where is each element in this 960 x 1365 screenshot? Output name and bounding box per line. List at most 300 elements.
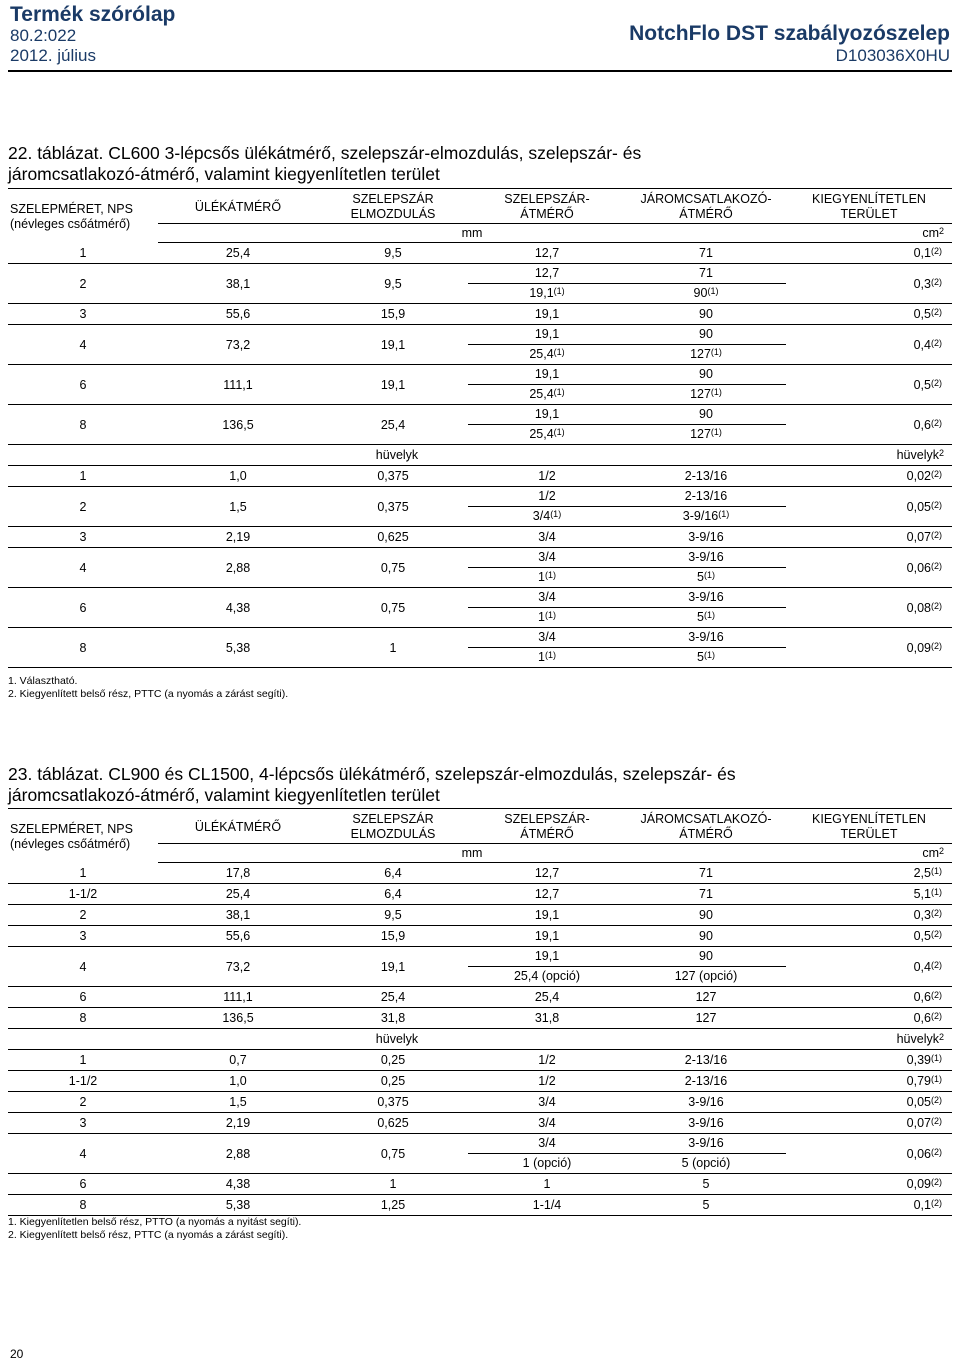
cell-valve-size: 1 — [8, 243, 158, 264]
table-row — [8, 947, 952, 967]
cell-unbalanced-area: 0,07$^{(2)}$ — [786, 1113, 952, 1134]
cell-port-diameter: 38,1 — [158, 905, 318, 926]
cell-stem-travel: 15,9 — [318, 304, 468, 325]
cell-valve-size: 1 — [8, 1050, 158, 1071]
cell-stem-travel: 0,375 — [318, 1092, 468, 1113]
cell-yoke-boss-diameter: 5 (opció) — [626, 1154, 786, 1174]
cell-stem-diameter: 25,4 — [468, 987, 626, 1008]
cell-stem-diameter: 1 — [468, 1174, 626, 1195]
table-row — [8, 863, 952, 884]
cell-valve-size: 4 — [8, 947, 158, 987]
footnote-ref: (1) — [710, 347, 722, 357]
cell-stem-diameter: 19,1 — [468, 304, 626, 325]
cell-port-diameter: 136,5 — [158, 405, 318, 445]
cell-stem-diameter: 3/4 — [468, 548, 626, 568]
table-row — [8, 548, 952, 568]
cell-unbalanced-area: 0,05$^{(2)}$ — [786, 1092, 952, 1113]
cell-stem-diameter: 1/2 — [468, 466, 626, 487]
cell-valve-size: 4 — [8, 1134, 158, 1174]
cell-unbalanced-area: 0,3$^{(2)}$ — [786, 264, 952, 304]
col-unbalanced-area-header-line2: TERÜLET — [840, 207, 898, 221]
cell-yoke-boss-diameter: 71 — [626, 863, 786, 884]
footnote-ref: (2) — [931, 377, 942, 388]
table-row — [8, 243, 952, 264]
cell-stem-travel: 1 — [318, 1174, 468, 1195]
col-stem-diameter-header-line1: SZELEPSZÁR- — [504, 192, 590, 206]
cell-stem-diameter: 12,7 — [468, 243, 626, 264]
col-valve-size-header — [8, 809, 158, 863]
footnote-ref: 2 — [938, 448, 944, 458]
cell-yoke-boss-diameter: 3-9/16 — [626, 1113, 786, 1134]
cell-stem-diameter: 1$^{(1)}$ — [468, 648, 626, 668]
cell-unbalanced-area: 0,5$^{(2)}$ — [786, 926, 952, 947]
cell-yoke-boss-diameter: 127 (opció) — [626, 967, 786, 987]
cell-port-diameter: 55,6 — [158, 926, 318, 947]
footnote-ref: (2) — [931, 1198, 942, 1208]
cell-yoke-boss-diameter: 90 — [626, 304, 786, 325]
cell-yoke-boss-diameter: 3-9/16$^{(1)}$ — [626, 507, 786, 527]
cell-stem-travel: 6,4 — [318, 863, 468, 884]
footnote-ref: (2) — [931, 246, 942, 256]
col-port-diameter-header: ÜLÉKÁTMÉRŐ — [158, 809, 318, 844]
cell-stem-diameter: 19,1 — [468, 325, 626, 345]
table-row — [8, 588, 952, 608]
footnote: 1. Kiegyenlítetlen belső rész, PTTO (a nyomás a nyitást segíti). — [8, 1216, 302, 1228]
cell-valve-size: 3 — [8, 1113, 158, 1134]
header-left — [10, 4, 175, 66]
col-stem-diameter-header-line1: SZELEPSZÁR- — [504, 812, 590, 826]
cell-stem-diameter: 1/2 — [468, 1050, 626, 1071]
page-number: 20 — [10, 1347, 24, 1361]
cell-yoke-boss-diameter: 5$^{(1)}$ — [626, 568, 786, 588]
col-stem-diameter-header-line2: ÁTMÉRŐ — [520, 827, 574, 841]
table-row — [8, 1195, 952, 1216]
cell-stem-diameter: 1 (opció) — [468, 1154, 626, 1174]
cell-unbalanced-area: 0,3$^{(2)}$ — [786, 905, 952, 926]
cell-stem-travel: 0,375 — [318, 466, 468, 487]
cell-stem-diameter: 19,1 — [468, 365, 626, 385]
table-row — [8, 527, 952, 548]
footnote-ref: (2) — [931, 499, 942, 510]
cell-unbalanced-area: 0,02$^{(2)}$ — [786, 466, 952, 487]
cell-port-diameter: 5,38 — [158, 1195, 318, 1216]
unit-inch2: hüvelyk$^2$ — [786, 445, 952, 466]
cell-yoke-boss-diameter: 2-13/16 — [626, 1050, 786, 1071]
cell-port-diameter: 111,1 — [158, 365, 318, 405]
col-valve-size-sublabel: (névleges csőátmérő) — [10, 836, 131, 851]
cell-stem-diameter: 19,1 — [468, 947, 626, 967]
cell-yoke-boss-diameter: 90$^{(1)}$ — [626, 284, 786, 304]
table23-caption-line1: 23. táblázat. CL900 és CL1500, 4-lépcsős ülékátmérő, szelepszár-elmozdulás, szelepszár- és — [8, 764, 736, 784]
footnote-ref: (2) — [931, 929, 942, 939]
cell-yoke-boss-diameter: 90 — [626, 905, 786, 926]
cell-stem-travel: 1,25 — [318, 1195, 468, 1216]
cell-valve-size: 4 — [8, 548, 158, 588]
col-yoke-boss-header — [626, 189, 786, 224]
cell-stem-diameter: 1/2 — [468, 487, 626, 507]
cell-unbalanced-area: 0,39$^{(1)}$ — [786, 1050, 952, 1071]
cell-stem-diameter: 12,7 — [468, 884, 626, 905]
cell-stem-diameter: 19,1 — [468, 926, 626, 947]
cell-valve-size: 8 — [8, 628, 158, 668]
cell-port-diameter: 4,38 — [158, 588, 318, 628]
table22-notes — [8, 675, 288, 701]
cell-yoke-boss-diameter: 3-9/16 — [626, 548, 786, 568]
cell-stem-diameter: 1-1/4 — [468, 1195, 626, 1216]
cell-yoke-boss-diameter: 90 — [626, 947, 786, 967]
cell-stem-travel: 19,1 — [318, 947, 468, 987]
cell-unbalanced-area: 5,1$^{(1)}$ — [786, 884, 952, 905]
cell-stem-diameter: 19,1$^{(1)}$ — [468, 284, 626, 304]
col-unbalanced-area-header — [786, 189, 952, 224]
cell-stem-travel: 0,625 — [318, 527, 468, 548]
footnote-ref: (1) — [707, 286, 719, 296]
cell-valve-size: 1 — [8, 863, 158, 884]
col-stem-travel-header-line1: SZELEPSZÁR — [352, 192, 434, 206]
footnote-ref: (1) — [710, 387, 722, 397]
footnote-ref: (2) — [931, 276, 942, 287]
cell-stem-travel: 1 — [318, 628, 468, 668]
cell-stem-diameter: 31,8 — [468, 1008, 626, 1029]
cell-valve-size: 3 — [8, 304, 158, 325]
table-row — [8, 1134, 952, 1154]
table22-caption-line2: járomcsatlakozó-átmérő, valamint kiegyenlítetlen terület — [8, 164, 440, 184]
cell-stem-travel: 0,75 — [318, 1134, 468, 1174]
footnote-ref: (1) — [931, 1053, 942, 1063]
cell-unbalanced-area: 0,6$^{(2)}$ — [786, 1008, 952, 1029]
cell-unbalanced-area: 0,1$^{(2)}$ — [786, 1195, 952, 1216]
col-port-diameter-header: ÜLÉKÁTMÉRŐ — [158, 189, 318, 224]
col-stem-diameter-header — [468, 189, 626, 224]
cell-stem-diameter: 3/4 — [468, 1092, 626, 1113]
cell-stem-diameter: 3/4 — [468, 628, 626, 648]
col-unbalanced-area-header-line1: KIEGYENLÍTETLEN — [812, 812, 926, 826]
cell-yoke-boss-diameter: 71 — [626, 264, 786, 284]
cell-stem-diameter: 25,4$^{(1)}$ — [468, 425, 626, 445]
table-row — [8, 905, 952, 926]
cell-port-diameter: 2,88 — [158, 1134, 318, 1174]
doc-number: 80.2:022 — [10, 26, 77, 45]
cell-valve-size: 2 — [8, 264, 158, 304]
cell-unbalanced-area: 0,6$^{(2)}$ — [786, 405, 952, 445]
cell-port-diameter: 2,19 — [158, 1113, 318, 1134]
cell-yoke-boss-diameter: 2-13/16 — [626, 466, 786, 487]
col-unbalanced-area-header-line2: TERÜLET — [840, 827, 898, 841]
cell-unbalanced-area: 0,09$^{(2)}$ — [786, 628, 952, 668]
footnote-ref: (2) — [931, 959, 942, 970]
cell-yoke-boss-diameter: 5 — [626, 1195, 786, 1216]
cell-stem-diameter: 25,4$^{(1)}$ — [468, 385, 626, 405]
cell-port-diameter: 136,5 — [158, 1008, 318, 1029]
cell-stem-diameter: 25,4 (opció) — [468, 967, 626, 987]
cell-stem-diameter: 3/4 — [468, 1113, 626, 1134]
table-row — [8, 987, 952, 1008]
footnote-ref: (2) — [931, 417, 942, 428]
cell-valve-size: 2 — [8, 1092, 158, 1113]
table-row — [8, 1174, 952, 1195]
cell-port-diameter: 0,7 — [158, 1050, 318, 1071]
cell-valve-size: 4 — [8, 325, 158, 365]
cell-stem-travel: 0,25 — [318, 1050, 468, 1071]
footnote-ref: (1) — [931, 866, 942, 876]
cell-port-diameter: 1,0 — [158, 1071, 318, 1092]
cell-unbalanced-area: 0,07$^{(2)}$ — [786, 527, 952, 548]
footnote-ref: (1) — [718, 509, 730, 519]
col-stem-travel-header — [318, 809, 468, 844]
cell-stem-diameter: 3/4$^{(1)}$ — [468, 507, 626, 527]
col-yoke-boss-header-line1: JÁROMCSATLAKOZÓ- — [640, 812, 772, 826]
cell-port-diameter: 38,1 — [158, 264, 318, 304]
table-row — [8, 304, 952, 325]
cell-stem-travel: 0,75 — [318, 548, 468, 588]
cell-port-diameter: 73,2 — [158, 947, 318, 987]
cell-valve-size: 2 — [8, 487, 158, 527]
cell-port-diameter: 73,2 — [158, 325, 318, 365]
table-row — [8, 264, 952, 284]
table-row — [8, 1113, 952, 1134]
table22-caption — [8, 143, 952, 185]
footnote-ref: (2) — [931, 1095, 942, 1105]
footnote: 2. Kiegyenlített belső rész, PTTC (a nyomás a zárást segíti). — [8, 1229, 289, 1241]
footnote-ref: (2) — [931, 908, 942, 918]
col-stem-travel-header — [318, 189, 468, 224]
cell-unbalanced-area: 0,5$^{(2)}$ — [786, 365, 952, 405]
unit-inch2: hüvelyk$^2$ — [786, 1029, 952, 1050]
table22-caption-line1: 22. táblázat. CL600 3-lépcsős ülékátmérő, szelepszár-elmozdulás, szelepszár- és — [8, 143, 642, 163]
cell-valve-size: 8 — [8, 1195, 158, 1216]
footnote-ref: (1) — [544, 570, 556, 580]
cell-port-diameter: 17,8 — [158, 863, 318, 884]
cell-unbalanced-area: 0,05$^{(2)}$ — [786, 487, 952, 527]
table-row — [8, 1071, 952, 1092]
table23-caption — [8, 764, 952, 806]
table22 — [8, 188, 952, 668]
cell-yoke-boss-diameter: 90 — [626, 405, 786, 425]
footnote-ref: (2) — [931, 307, 942, 317]
cell-stem-diameter: 1$^{(1)}$ — [468, 568, 626, 588]
footnote-ref: (2) — [931, 1116, 942, 1126]
doc-date: 2012. július — [10, 46, 97, 65]
cell-port-diameter: 111,1 — [158, 987, 318, 1008]
footnote-ref: (2) — [931, 990, 942, 1000]
table-row — [8, 365, 952, 385]
table-row — [8, 1092, 952, 1113]
col-yoke-boss-header-line2: ÁTMÉRŐ — [679, 207, 733, 221]
cell-port-diameter: 1,0 — [158, 466, 318, 487]
unit-inch: hüvelyk — [8, 1029, 786, 1050]
cell-port-diameter: 1,5 — [158, 1092, 318, 1113]
footnote-ref: (1) — [703, 570, 715, 580]
cell-stem-diameter: 12,7 — [468, 863, 626, 884]
col-yoke-boss-header — [626, 809, 786, 844]
col-valve-size-sublabel: (névleges csőátmérő) — [10, 216, 131, 231]
unit-inch: hüvelyk — [8, 445, 786, 466]
footnote-ref: (2) — [931, 640, 942, 651]
doc-type: Termék szórólap — [10, 3, 176, 26]
cell-yoke-boss-diameter: 90 — [626, 365, 786, 385]
cell-unbalanced-area: 0,4$^{(2)}$ — [786, 325, 952, 365]
cell-stem-travel: 0,75 — [318, 588, 468, 628]
footnote-ref: (1) — [544, 650, 556, 660]
cell-stem-diameter: 3/4 — [468, 527, 626, 548]
cell-stem-travel: 19,1 — [318, 325, 468, 365]
cell-valve-size: 6 — [8, 588, 158, 628]
col-unbalanced-area-header — [786, 809, 952, 844]
cell-stem-travel: 9,5 — [318, 264, 468, 304]
product-title: NotchFlo DST szabályozószelep — [629, 22, 950, 45]
cell-valve-size: 1-1/2 — [8, 1071, 158, 1092]
table-row — [8, 325, 952, 345]
cell-unbalanced-area: 0,06$^{(2)}$ — [786, 548, 952, 588]
cell-yoke-boss-diameter: 127$^{(1)}$ — [626, 385, 786, 405]
table-row — [8, 466, 952, 487]
footnote-ref: (1) — [553, 427, 565, 437]
cell-stem-travel: 0,25 — [318, 1071, 468, 1092]
cell-yoke-boss-diameter: 3-9/16 — [626, 628, 786, 648]
footnote-ref: 2 — [938, 1032, 944, 1042]
unit-mm: mm — [158, 224, 786, 243]
cell-unbalanced-area: 0,08$^{(2)}$ — [786, 588, 952, 628]
cell-yoke-boss-diameter: 3-9/16 — [626, 1134, 786, 1154]
cell-stem-diameter: 1$^{(1)}$ — [468, 608, 626, 628]
cell-stem-travel: 15,9 — [318, 926, 468, 947]
cell-port-diameter: 25,4 — [158, 243, 318, 264]
cell-stem-travel: 19,1 — [318, 365, 468, 405]
header-right — [629, 22, 950, 66]
footnote-ref: (1) — [703, 610, 715, 620]
table-row — [8, 926, 952, 947]
col-stem-diameter-header — [468, 809, 626, 844]
cell-stem-travel: 25,4 — [318, 405, 468, 445]
header-row — [8, 809, 952, 844]
cell-stem-diameter: 3/4 — [468, 588, 626, 608]
col-stem-diameter-header-line2: ÁTMÉRŐ — [520, 207, 574, 221]
header-divider — [8, 70, 952, 72]
cell-yoke-boss-diameter: 127 — [626, 1008, 786, 1029]
cell-yoke-boss-diameter: 3-9/16 — [626, 588, 786, 608]
cell-port-diameter: 1,5 — [158, 487, 318, 527]
cell-stem-diameter: 1/2 — [468, 1071, 626, 1092]
table-row — [8, 405, 952, 425]
col-stem-travel-header-line1: SZELEPSZÁR — [352, 812, 434, 826]
footnote-ref: (1) — [550, 509, 562, 519]
col-yoke-boss-header-line2: ÁTMÉRŐ — [679, 827, 733, 841]
cell-valve-size: 6 — [8, 365, 158, 405]
table-row — [8, 628, 952, 648]
table-row — [8, 1050, 952, 1071]
cell-yoke-boss-diameter: 127$^{(1)}$ — [626, 345, 786, 365]
cell-unbalanced-area: 0,79$^{(1)}$ — [786, 1071, 952, 1092]
unit-cm2: $cm^2$ — [786, 844, 952, 863]
cell-unbalanced-area: 0,5$^{(2)}$ — [786, 304, 952, 325]
cell-yoke-boss-diameter: 3-9/16 — [626, 527, 786, 548]
col-unbalanced-area-header-line1: KIEGYENLÍTETLEN — [812, 192, 926, 206]
header-row — [8, 189, 952, 224]
cell-valve-size: 6 — [8, 1174, 158, 1195]
cell-yoke-boss-diameter: 3-9/16 — [626, 1092, 786, 1113]
cell-port-diameter: 5,38 — [158, 628, 318, 668]
cell-stem-travel: 0,375 — [318, 487, 468, 527]
doc-code: D103036X0HU — [835, 46, 950, 65]
cell-valve-size: 8 — [8, 405, 158, 445]
cell-yoke-boss-diameter: 2-13/16 — [626, 487, 786, 507]
table-row — [8, 1008, 952, 1029]
col-stem-travel-header-line2: ELMOZDULÁS — [350, 207, 436, 221]
col-yoke-boss-header-line1: JÁROMCSATLAKOZÓ- — [640, 192, 772, 206]
cell-valve-size: 1 — [8, 466, 158, 487]
cell-yoke-boss-diameter: 2-13/16 — [626, 1071, 786, 1092]
footnote-ref: (2) — [931, 1177, 942, 1187]
table23-notes — [8, 1216, 301, 1242]
cell-stem-travel: 0,625 — [318, 1113, 468, 1134]
col-valve-size-label: SZELEPMÉRET, NPS — [10, 201, 133, 216]
col-valve-size-header — [8, 189, 158, 243]
unit-row-inch — [8, 445, 952, 466]
cell-valve-size: 3 — [8, 926, 158, 947]
table23-caption-line2: járomcsatlakozó-átmérő, valamint kiegyenlítetlen terület — [8, 785, 440, 805]
footnote-ref: (2) — [931, 530, 942, 540]
cell-yoke-boss-diameter: 5$^{(1)}$ — [626, 648, 786, 668]
col-valve-size-label: SZELEPMÉRET, NPS — [10, 821, 133, 836]
cell-stem-travel: 31,8 — [318, 1008, 468, 1029]
cell-valve-size: 6 — [8, 987, 158, 1008]
cell-unbalanced-area: 0,1$^{(2)}$ — [786, 243, 952, 264]
cell-stem-travel: 6,4 — [318, 884, 468, 905]
cell-stem-diameter: 3/4 — [468, 1134, 626, 1154]
cell-unbalanced-area: 0,06$^{(2)}$ — [786, 1134, 952, 1174]
footnote-ref: (2) — [931, 337, 942, 348]
cell-port-diameter: 2,19 — [158, 527, 318, 548]
cell-yoke-boss-diameter: 5 — [626, 1174, 786, 1195]
footnote: 1. Választható. — [8, 675, 78, 687]
cell-port-diameter: 25,4 — [158, 884, 318, 905]
cell-yoke-boss-diameter: 127$^{(1)}$ — [626, 425, 786, 445]
cell-yoke-boss-diameter: 5$^{(1)}$ — [626, 608, 786, 628]
cell-yoke-boss-diameter: 90 — [626, 926, 786, 947]
footnote-ref: (1) — [931, 1074, 942, 1084]
cell-valve-size: 8 — [8, 1008, 158, 1029]
table23 — [8, 808, 952, 1216]
footnote-ref: (1) — [553, 286, 565, 296]
cell-yoke-boss-diameter: 90 — [626, 325, 786, 345]
table-row — [8, 884, 952, 905]
footnote-ref: (1) — [553, 387, 565, 397]
cell-stem-travel: 9,5 — [318, 243, 468, 264]
cell-port-diameter: 2,88 — [158, 548, 318, 588]
footnote-ref: (2) — [931, 1011, 942, 1021]
cell-unbalanced-area: 0,6$^{(2)}$ — [786, 987, 952, 1008]
footnote-ref: (1) — [703, 650, 715, 660]
cell-stem-diameter: 25,4$^{(1)}$ — [468, 345, 626, 365]
cell-stem-diameter: 19,1 — [468, 405, 626, 425]
cell-yoke-boss-diameter: 71 — [626, 884, 786, 905]
cell-stem-travel: 9,5 — [318, 905, 468, 926]
cell-stem-travel: 25,4 — [318, 987, 468, 1008]
cell-valve-size: 3 — [8, 527, 158, 548]
footnote-ref: (1) — [553, 347, 565, 357]
footnote-ref: (2) — [931, 600, 942, 611]
cell-yoke-boss-diameter: 71 — [626, 243, 786, 264]
footnote-ref: (2) — [931, 560, 942, 571]
col-stem-travel-header-line2: ELMOZDULÁS — [350, 827, 436, 841]
cell-unbalanced-area: 2,5$^{(1)}$ — [786, 863, 952, 884]
unit-mm: mm — [158, 844, 786, 863]
cell-stem-diameter: 12,7 — [468, 264, 626, 284]
cell-valve-size: 2 — [8, 905, 158, 926]
footnote-ref: (1) — [931, 887, 942, 897]
cell-stem-diameter: 19,1 — [468, 905, 626, 926]
unit-row-inch — [8, 1029, 952, 1050]
